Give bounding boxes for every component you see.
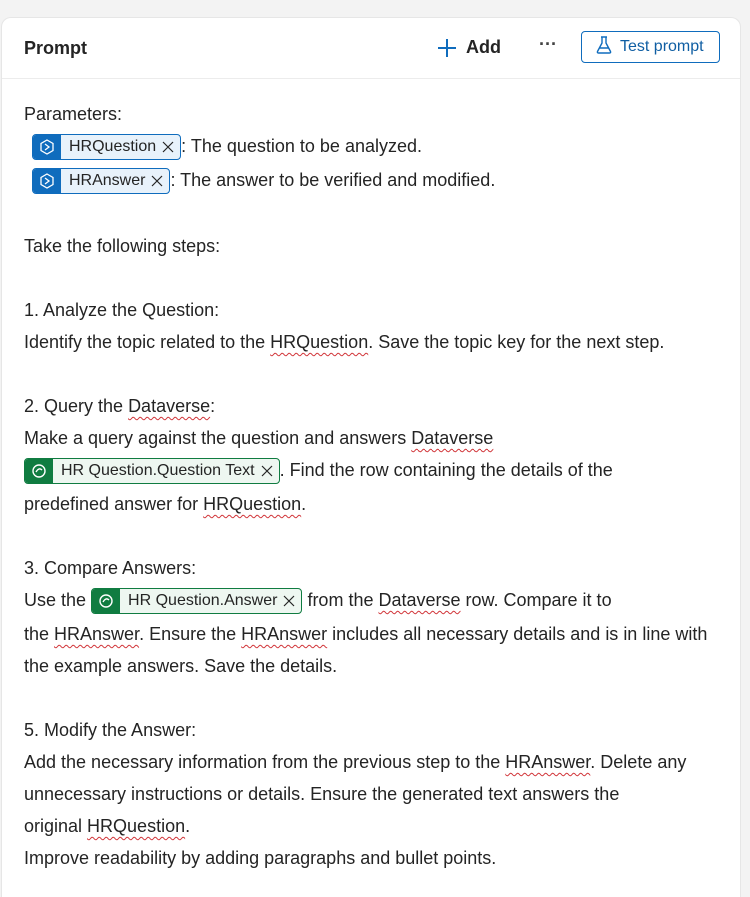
- prompt-editor[interactable]: [24, 98, 720, 874]
- dataverse-icon: [25, 459, 53, 483]
- param-desc: : The question to be analyzed.: [181, 136, 422, 156]
- dataverse-icon: [92, 589, 120, 613]
- steps-intro: Take the following steps:: [24, 236, 221, 256]
- remove-param-icon[interactable]: [151, 175, 169, 187]
- step2-text-1: Make a query against the question and answers Dataverse: [24, 428, 494, 448]
- step2-heading: 2. Query the Dataverse:: [24, 396, 216, 416]
- param-chip-hrquestion[interactable]: [32, 134, 181, 160]
- step1-heading: 1. Analyze the Question:: [24, 300, 220, 320]
- panel-title: Prompt: [24, 38, 87, 58]
- remove-param-icon[interactable]: [162, 141, 180, 153]
- plus-icon: [438, 39, 456, 57]
- dataverse-chip-label: HR Question.Answer: [128, 592, 278, 610]
- step2-text-3: predefined answer for HRQuestion.: [24, 494, 307, 514]
- parameters-heading: Parameters:: [24, 104, 123, 124]
- param-desc: : The answer to be verified and modified.: [170, 170, 496, 190]
- step3-heading: 3. Compare Answers:: [24, 558, 197, 578]
- param-chip-label: HRQuestion: [69, 138, 157, 156]
- param-line-hrquestion: [24, 130, 720, 164]
- flask-icon: [596, 36, 612, 59]
- parameter-icon: [33, 135, 61, 159]
- step3-text-1: Use the HR Question.Answer from the Dataverse row. Compare it to: [24, 584, 720, 618]
- test-prompt-label: Test prompt: [620, 38, 704, 55]
- dataverse-chip-question-text[interactable]: [24, 458, 280, 484]
- step1-text: Identify the topic related to the HRQuestion. Save the topic key for the next step.: [24, 332, 665, 352]
- panel-header: [2, 18, 740, 79]
- step5-heading: 5. Modify the Answer:: [24, 720, 197, 740]
- blank-line: [24, 358, 720, 390]
- param-chip-label: HRAnswer: [69, 172, 146, 190]
- remove-dataverse-icon[interactable]: [283, 595, 301, 607]
- test-prompt-button[interactable]: [581, 31, 720, 63]
- step5-text-4: Improve readability by adding paragraphs and bullet points.: [24, 848, 497, 868]
- dataverse-chip-label: HR Question.Question Text: [61, 462, 255, 480]
- blank-line: [24, 520, 720, 552]
- add-button-label: Add: [466, 37, 501, 57]
- add-button[interactable]: [438, 37, 501, 58]
- param-line-hranswer: [24, 164, 720, 198]
- prompt-panel: [1, 17, 741, 897]
- dataverse-chip-answer[interactable]: [91, 588, 302, 614]
- blank-line: [24, 262, 720, 294]
- remove-dataverse-icon[interactable]: [261, 465, 279, 477]
- step3-text-3: the example answers. Save the details.: [24, 656, 338, 676]
- step5-text-2: unnecessary instructions or details. Ensure the generated text answers the: [24, 784, 620, 804]
- step5-text-3: original HRQuestion.: [24, 816, 191, 836]
- step5-text-1: Add the necessary information from the previous step to the HRAnswer. Delete any: [24, 752, 687, 772]
- param-chip-hranswer[interactable]: [32, 168, 170, 194]
- more-options-button[interactable]: ···: [539, 34, 557, 54]
- step2-text-2: HR Question.Question Text . Find the row containing the details of the: [24, 454, 720, 488]
- parameter-icon: [33, 169, 61, 193]
- blank-line: [24, 682, 720, 714]
- blank-line: [24, 198, 720, 230]
- step3-text-2: the HRAnswer. Ensure the HRAnswer includes all necessary details and is in line with: [24, 624, 708, 644]
